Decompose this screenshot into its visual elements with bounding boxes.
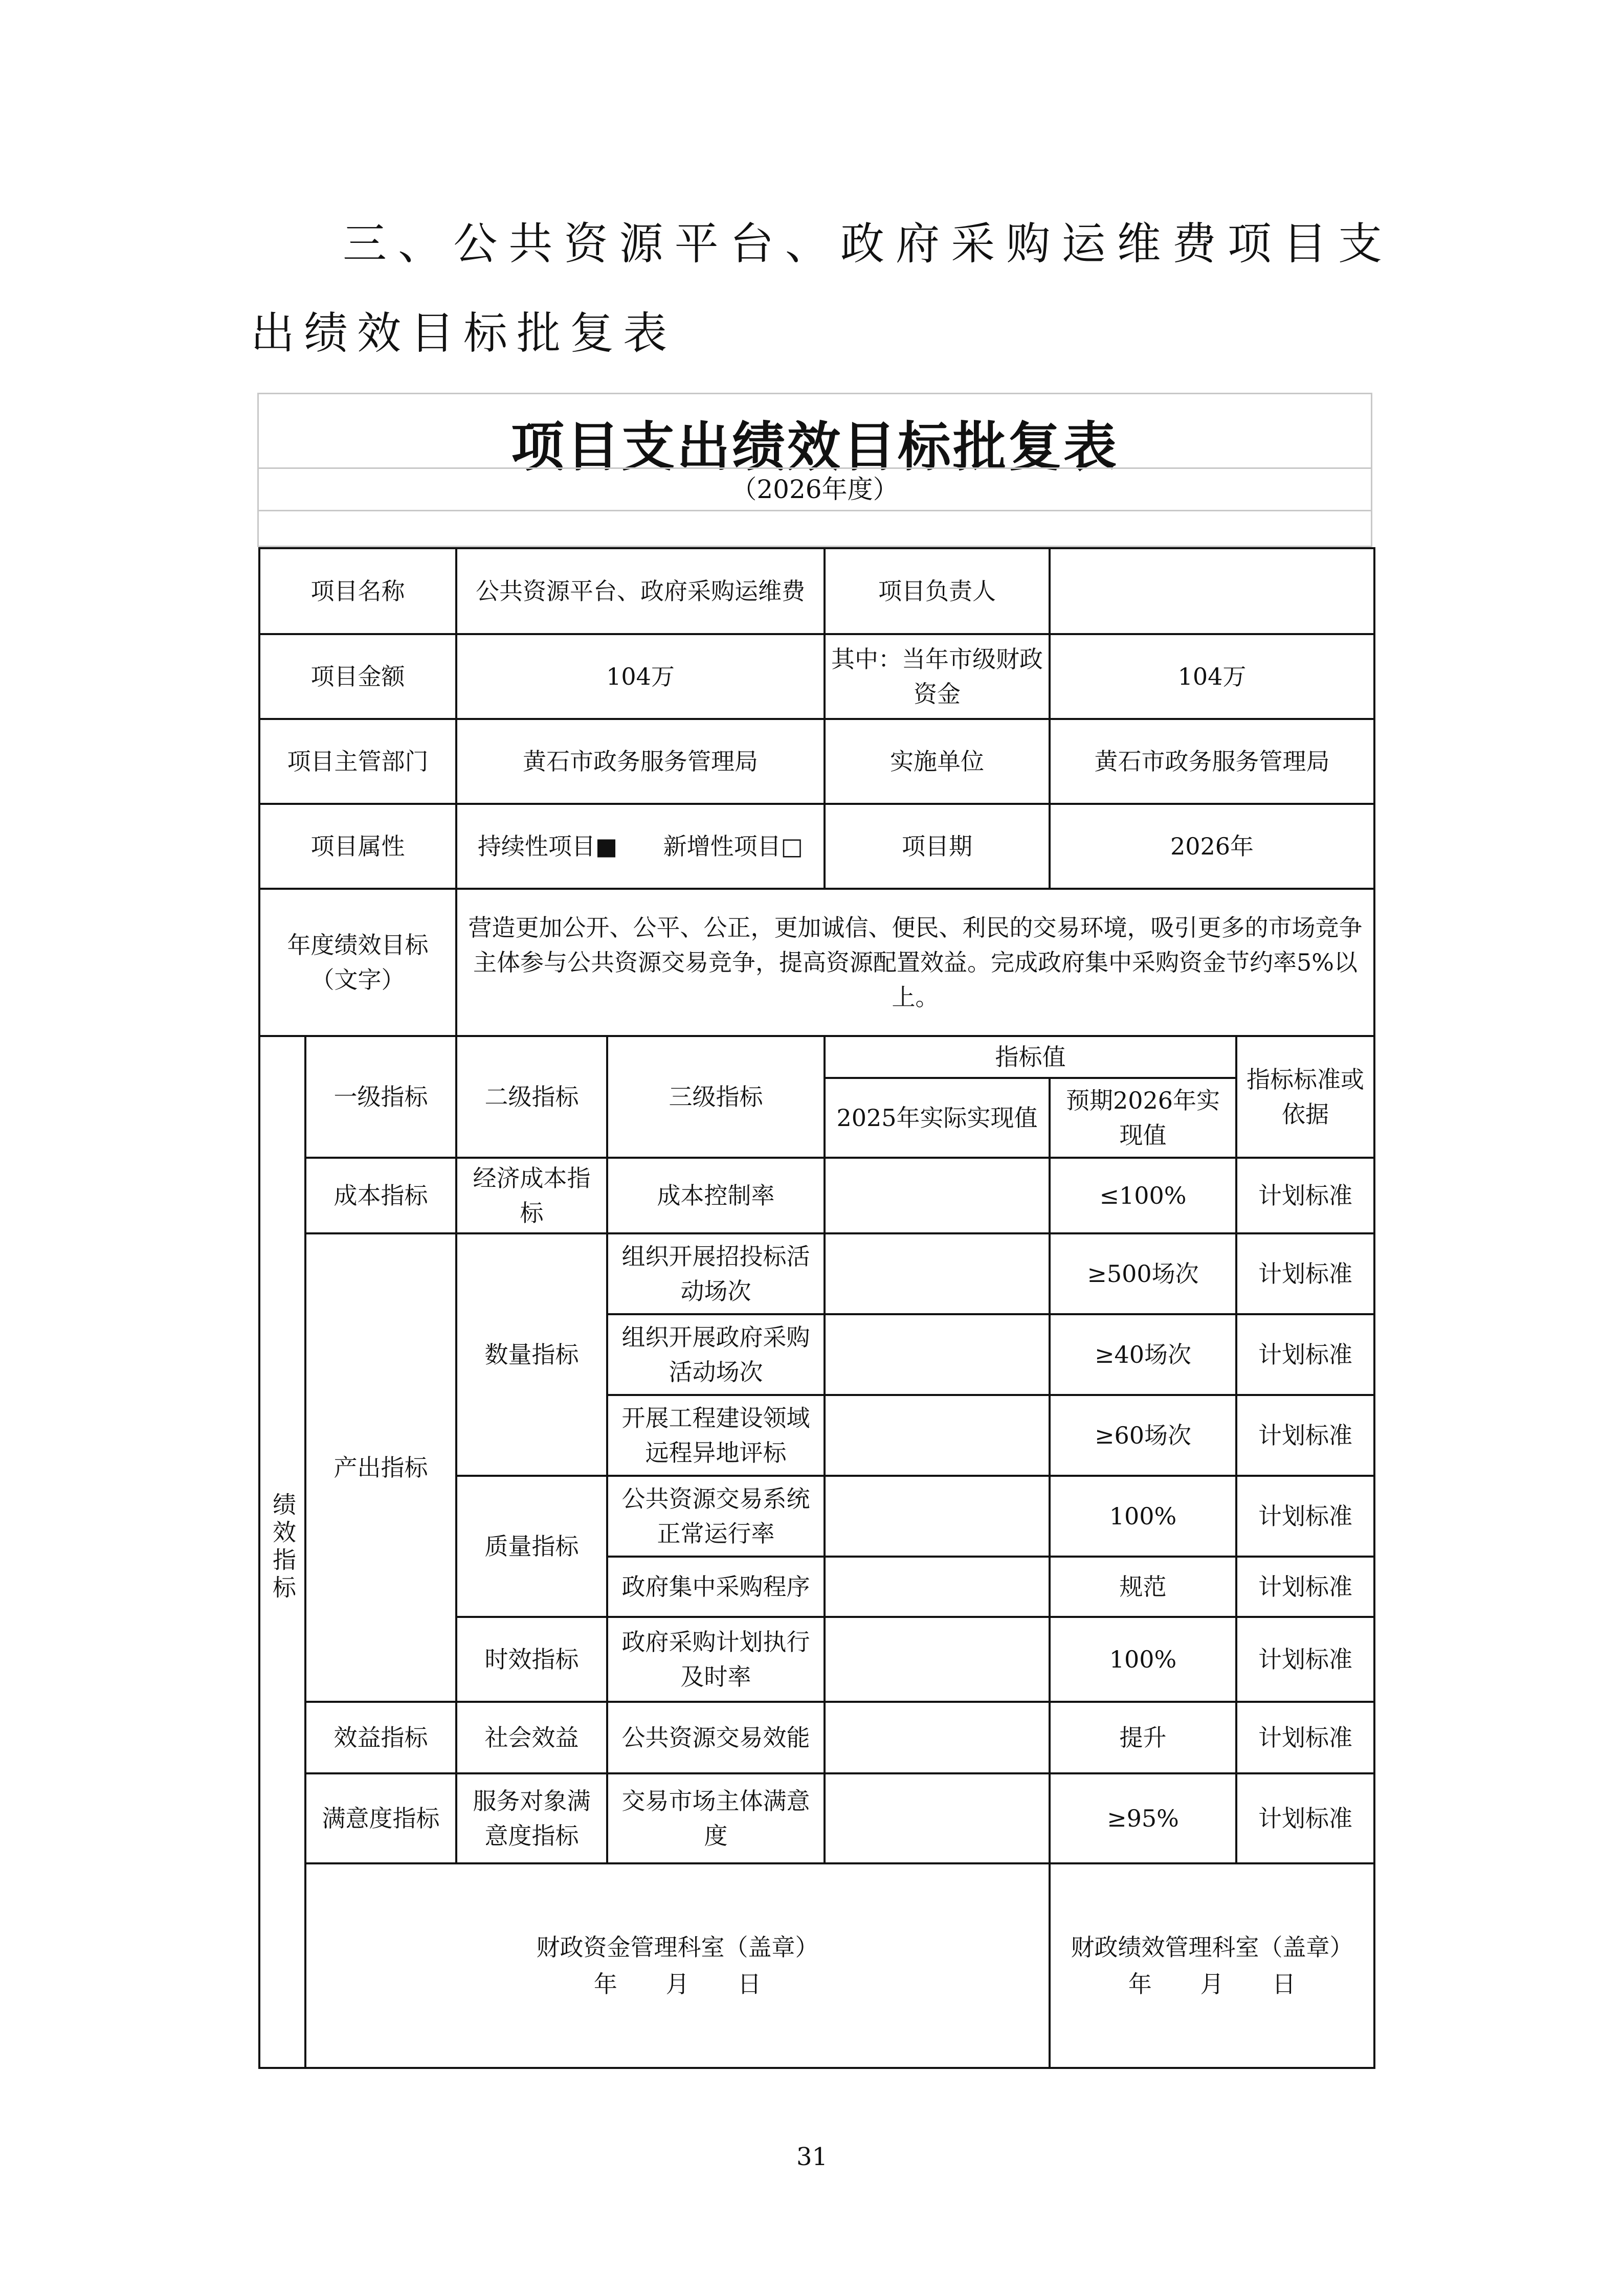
project-name-label: 项目名称: [259, 548, 456, 634]
cost-basis: 计划标准: [1236, 1158, 1374, 1233]
project-leader-label: 项目负责人: [825, 548, 1050, 634]
t1-basis: 计划标准: [1236, 1617, 1374, 1702]
level2-header: 二级指标: [456, 1036, 607, 1158]
qty2-expected-2026: ≥40场次: [1050, 1314, 1236, 1395]
t1-level3: 政府采购计划执行及时率: [607, 1617, 825, 1702]
qty2-actual-2025: [825, 1314, 1050, 1395]
date-day: 日: [1272, 1970, 1296, 1998]
q2-expected-2026: 规范: [1050, 1557, 1236, 1617]
benefit-basis: 计划标准: [1236, 1702, 1374, 1773]
date-year: 年: [593, 1970, 617, 1998]
date-month: 月: [1200, 1970, 1224, 1998]
date-month: 月: [665, 1970, 689, 1998]
implementer-label: 实施单位: [825, 719, 1050, 804]
performance-target-table: [258, 547, 1375, 2069]
department-value: 黄石市政务服务管理局: [456, 719, 825, 804]
q2-actual-2025: [825, 1557, 1050, 1617]
cost-actual-2025: [825, 1158, 1050, 1233]
project-amount-value: 104万: [456, 634, 825, 719]
date-year: 年: [1128, 1970, 1152, 1998]
row-signatures: [259, 1863, 1374, 2068]
finance-performance-office-seal: [1050, 1863, 1374, 2068]
project-name-value: 公共资源平台、政府采购运维费: [456, 548, 825, 634]
cost-level1: 成本指标: [305, 1158, 456, 1233]
actual-2025-header: 2025年实际实现值: [825, 1078, 1050, 1158]
benefit-actual-2025: [825, 1702, 1050, 1773]
q1-level3: 公共资源交易系统正常运行率: [607, 1476, 825, 1557]
period-value: 2026年: [1050, 804, 1374, 889]
row-annual-goal: [259, 889, 1374, 1036]
satisfaction-basis: 计划标准: [1236, 1773, 1374, 1863]
annual-goal-label: 年度绩效目标（文字）: [259, 889, 456, 1036]
row-indicator-header-1: [259, 1036, 1374, 1078]
qty3-expected-2026: ≥60场次: [1050, 1395, 1236, 1476]
qty1-basis: 计划标准: [1236, 1233, 1374, 1314]
q2-level3: 政府集中采购程序: [607, 1557, 825, 1617]
finance-fund-office-date: [312, 1966, 1043, 2002]
fiscal-fund-value: 104万: [1050, 634, 1374, 719]
annual-goal-text: 营造更加公开、公平、公正，更加诚信、便民、利民的交易环境，吸引更多的市场竞争主体参与公共资源交易竞争，提高资源配置效益。完成政府集中采购资金节约率5%以上。: [456, 889, 1374, 1036]
q1-expected-2026: 100%: [1050, 1476, 1236, 1557]
implementer-value: 黄石市政务服务管理局: [1050, 719, 1374, 804]
table-title: 项目支出绩效目标批复表: [510, 415, 1119, 478]
q1-basis: 计划标准: [1236, 1476, 1374, 1557]
satisfaction-expected-2026: ≥95%: [1050, 1773, 1236, 1863]
new-project-checkbox: 新增性项目□: [663, 832, 804, 860]
t1-expected-2026: 100%: [1050, 1617, 1236, 1702]
benefit-level1: 效益指标: [305, 1702, 456, 1773]
satisfaction-actual-2025: [825, 1773, 1050, 1863]
finance-fund-office-seal: [305, 1863, 1050, 2068]
qty1-actual-2025: [825, 1233, 1050, 1314]
benefit-level3: 公共资源交易效能: [607, 1702, 825, 1773]
table-row: [259, 1773, 1374, 1863]
timeliness-level2: 时效指标: [456, 1617, 607, 1702]
project-leader-value: [1050, 548, 1374, 634]
table-year: （2026年度）: [257, 467, 1372, 511]
page-number: 31: [796, 2143, 828, 2171]
row-attribute: [259, 804, 1374, 889]
table-row: [259, 1702, 1374, 1773]
qty3-basis: 计划标准: [1236, 1395, 1374, 1476]
period-label: 项目期: [825, 804, 1050, 889]
q1-actual-2025: [825, 1476, 1050, 1557]
qty3-level3: 开展工程建设领域远程异地评标: [607, 1395, 825, 1476]
qty2-level3: 组织开展政府采购活动场次: [607, 1314, 825, 1395]
row-project-amount: [259, 634, 1374, 719]
t1-actual-2025: [825, 1617, 1050, 1702]
qty2-basis: 计划标准: [1236, 1314, 1374, 1395]
continuing-project-checkbox: 持续性项目■: [477, 832, 618, 860]
benefit-expected-2026: 提升: [1050, 1702, 1236, 1773]
benefit-level2: 社会效益: [456, 1702, 607, 1773]
table-row: [259, 1158, 1374, 1233]
quality-level2: 质量指标: [456, 1476, 607, 1617]
attribute-label: 项目属性: [259, 804, 456, 889]
cost-level3: 成本控制率: [607, 1158, 825, 1233]
indicator-group-text: 绩效指标: [269, 1492, 297, 1603]
row-department: [259, 719, 1374, 804]
cost-level2: 经济成本指标: [456, 1158, 607, 1233]
quantity-level2: 数量指标: [456, 1233, 607, 1476]
finance-fund-office-label: 财政资金管理科室（盖章）: [536, 1933, 819, 1961]
project-amount-label: 项目金额: [259, 634, 456, 719]
attribute-value: [456, 804, 825, 889]
section-heading: 三、公共资源平台、政府采购运维费项目支出绩效目标批复表: [251, 218, 1391, 359]
basis-header: 指标标准或依据: [1236, 1036, 1374, 1158]
finance-performance-office-label: 财政绩效管理科室（盖章）: [1071, 1933, 1353, 1961]
expected-2026-header: 预期2026年实现值: [1050, 1078, 1236, 1158]
finance-performance-office-date: [1056, 1966, 1368, 2002]
table-row: [259, 1233, 1374, 1314]
level3-header: 三级指标: [607, 1036, 825, 1158]
row-project-name: [259, 548, 1374, 634]
cost-expected-2026: ≤100%: [1050, 1158, 1236, 1233]
qty1-level3: 组织开展招投标活动场次: [607, 1233, 825, 1314]
satisfaction-level1: 满意度指标: [305, 1773, 456, 1863]
q2-basis: 计划标准: [1236, 1557, 1374, 1617]
qty1-expected-2026: ≥500场次: [1050, 1233, 1236, 1314]
satisfaction-level3: 交易市场主体满意度: [607, 1773, 825, 1863]
indicator-group-label: [259, 1036, 305, 2068]
value-group-header: 指标值: [825, 1036, 1236, 1078]
date-day: 日: [738, 1970, 762, 1998]
satisfaction-level2: 服务对象满意度指标: [456, 1773, 607, 1863]
output-level1: 产出指标: [305, 1233, 456, 1702]
department-label: 项目主管部门: [259, 719, 456, 804]
level1-header: 一级指标: [305, 1036, 456, 1158]
qty3-actual-2025: [825, 1395, 1050, 1476]
fiscal-fund-label: 其中：当年市级财政资金: [825, 634, 1050, 719]
